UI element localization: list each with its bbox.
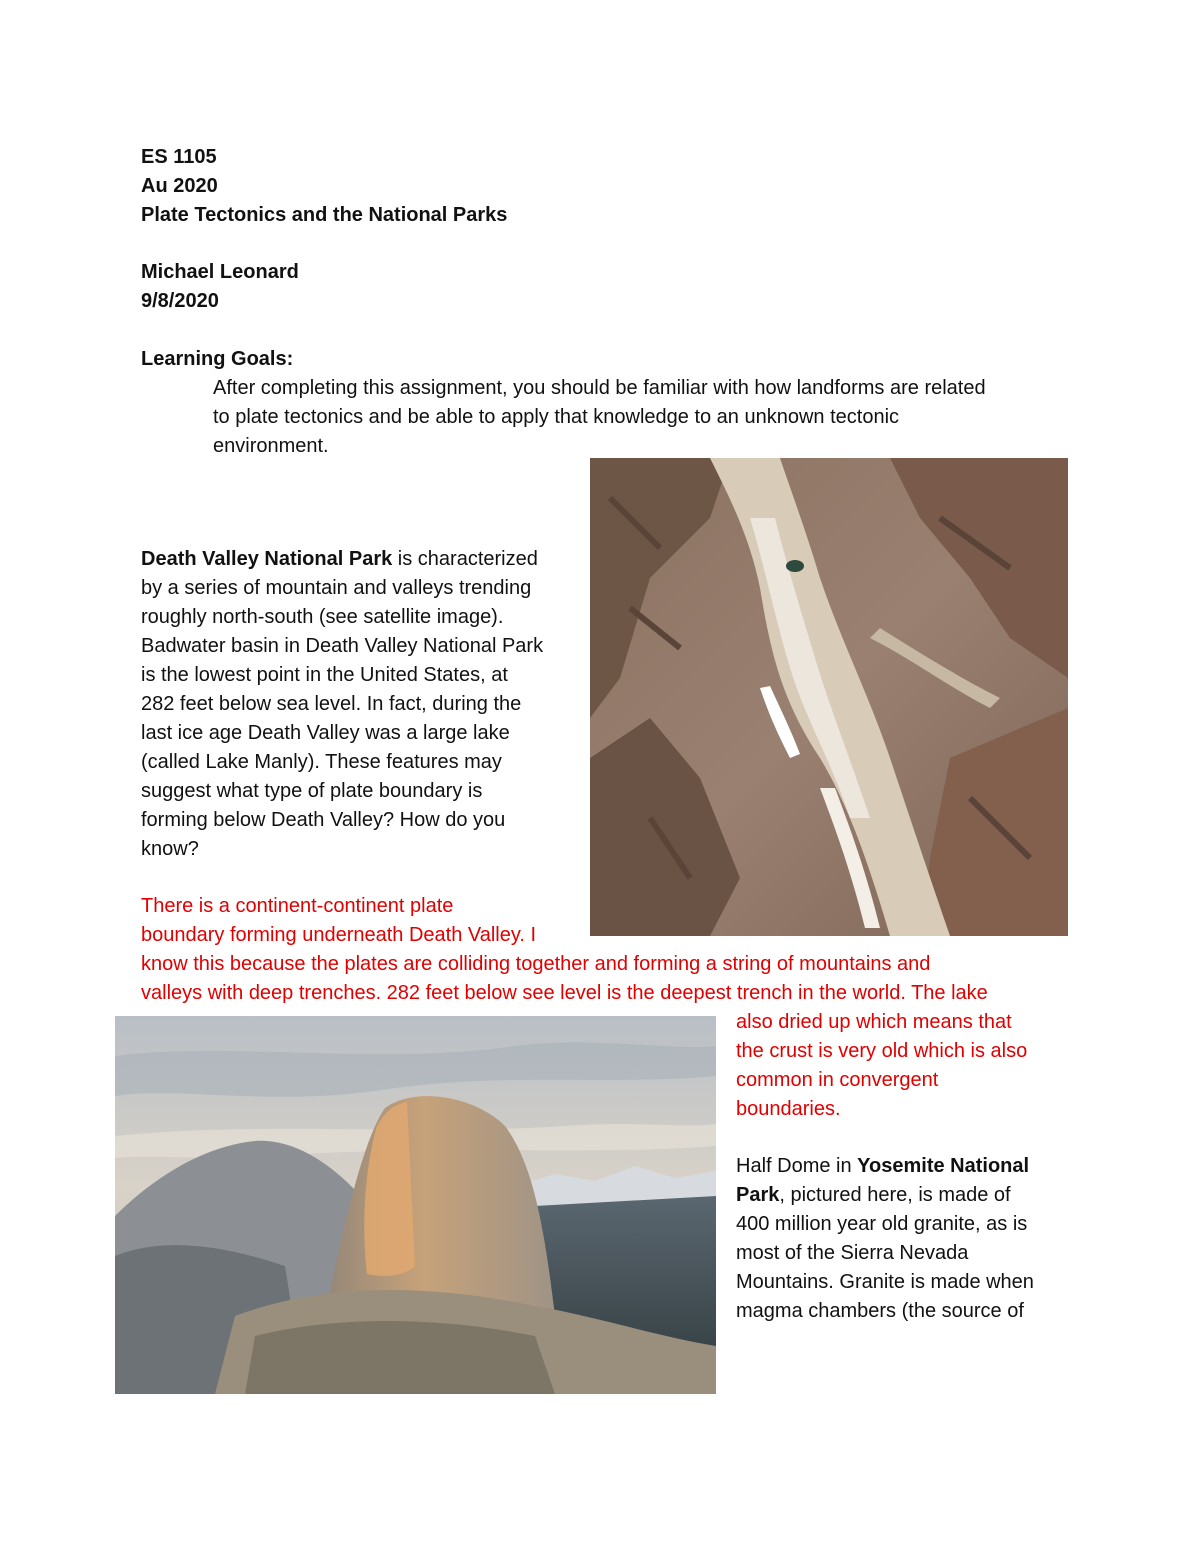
yosemite-paragraph-line: 400 million year old granite, as is — [736, 1213, 1028, 1235]
yosemite-park-name: Yosemite National — [857, 1155, 1030, 1177]
death-valley-paragraph-line — [141, 545, 538, 574]
death-valley-paragraph-line: roughly north-south (see satellite image). — [141, 606, 504, 628]
learning-goals-line: to plate tectonics and be able to apply that knowledge to an unknown tectonic — [213, 406, 900, 428]
answer-line: know this because the plates are colliding together and forming a string of mountains and — [141, 953, 931, 975]
death-valley-paragraph-line: know? — [141, 838, 199, 860]
yosemite-paragraph-line — [736, 1181, 1011, 1210]
yosemite-park-name-end: Park — [736, 1184, 780, 1206]
half-dome-image — [115, 1016, 716, 1394]
death-valley-paragraph-line: (called Lake Manly). These features may — [141, 751, 502, 773]
course-code: ES 1105 — [141, 146, 217, 168]
answer-line: boundary forming underneath Death Valley. I — [141, 924, 537, 946]
answer-line: There is a continent-continent plate — [141, 895, 454, 917]
death-valley-paragraph-line: is the lowest point in the United States, at — [141, 664, 508, 686]
death-valley-paragraph-line: 282 feet below sea level. In fact, during the — [141, 693, 522, 715]
answer-line: boundaries. — [736, 1098, 841, 1120]
death-valley-paragraph-line: by a series of mountain and valleys trending — [141, 577, 532, 599]
death-valley-paragraph-line: last ice age Death Valley was a large lake — [141, 722, 510, 744]
yosemite-first-rest: , pictured here, is made of — [779, 1184, 1011, 1206]
death-valley-first-line-rest: is characterized — [392, 548, 538, 570]
satellite-image-drawing — [590, 458, 1068, 936]
yosemite-paragraph-line: magma chambers (the source of — [736, 1300, 1024, 1322]
term: Au 2020 — [141, 175, 218, 197]
death-valley-satellite-image — [590, 458, 1068, 936]
half-dome-image-drawing — [115, 1016, 716, 1394]
answer-line: common in convergent — [736, 1069, 939, 1091]
yosemite-paragraph-line: Mountains. Granite is made when — [736, 1271, 1034, 1293]
death-valley-paragraph-line: forming below Death Valley? How do you — [141, 809, 506, 831]
yosemite-paragraph-line: most of the Sierra Nevada — [736, 1242, 969, 1264]
learning-goals-line: After completing this assignment, you should be familiar with how landforms are related — [213, 377, 986, 399]
learning-goals-line: environment. — [213, 435, 329, 457]
death-valley-paragraph-line: Badwater basin in Death Valley National Park — [141, 635, 544, 657]
answer-line: valleys with deep trenches. 282 feet below see level is the deepest trench in the world. The lake — [141, 982, 988, 1004]
death-valley-park-name: Death Valley National Park — [141, 548, 393, 570]
death-valley-paragraph-line: suggest what type of plate boundary is — [141, 780, 483, 802]
answer-line: the crust is very old which is also — [736, 1040, 1028, 1062]
learning-goals-heading: Learning Goals: — [141, 348, 294, 370]
document-title: Plate Tectonics and the National Parks — [141, 204, 508, 226]
yosemite-paragraph-line — [736, 1152, 1029, 1181]
yosemite-intro: Half Dome in — [736, 1155, 858, 1177]
document-date: 9/8/2020 — [141, 290, 219, 312]
author-name: Michael Leonard — [141, 261, 299, 283]
answer-line: also dried up which means that — [736, 1011, 1012, 1033]
